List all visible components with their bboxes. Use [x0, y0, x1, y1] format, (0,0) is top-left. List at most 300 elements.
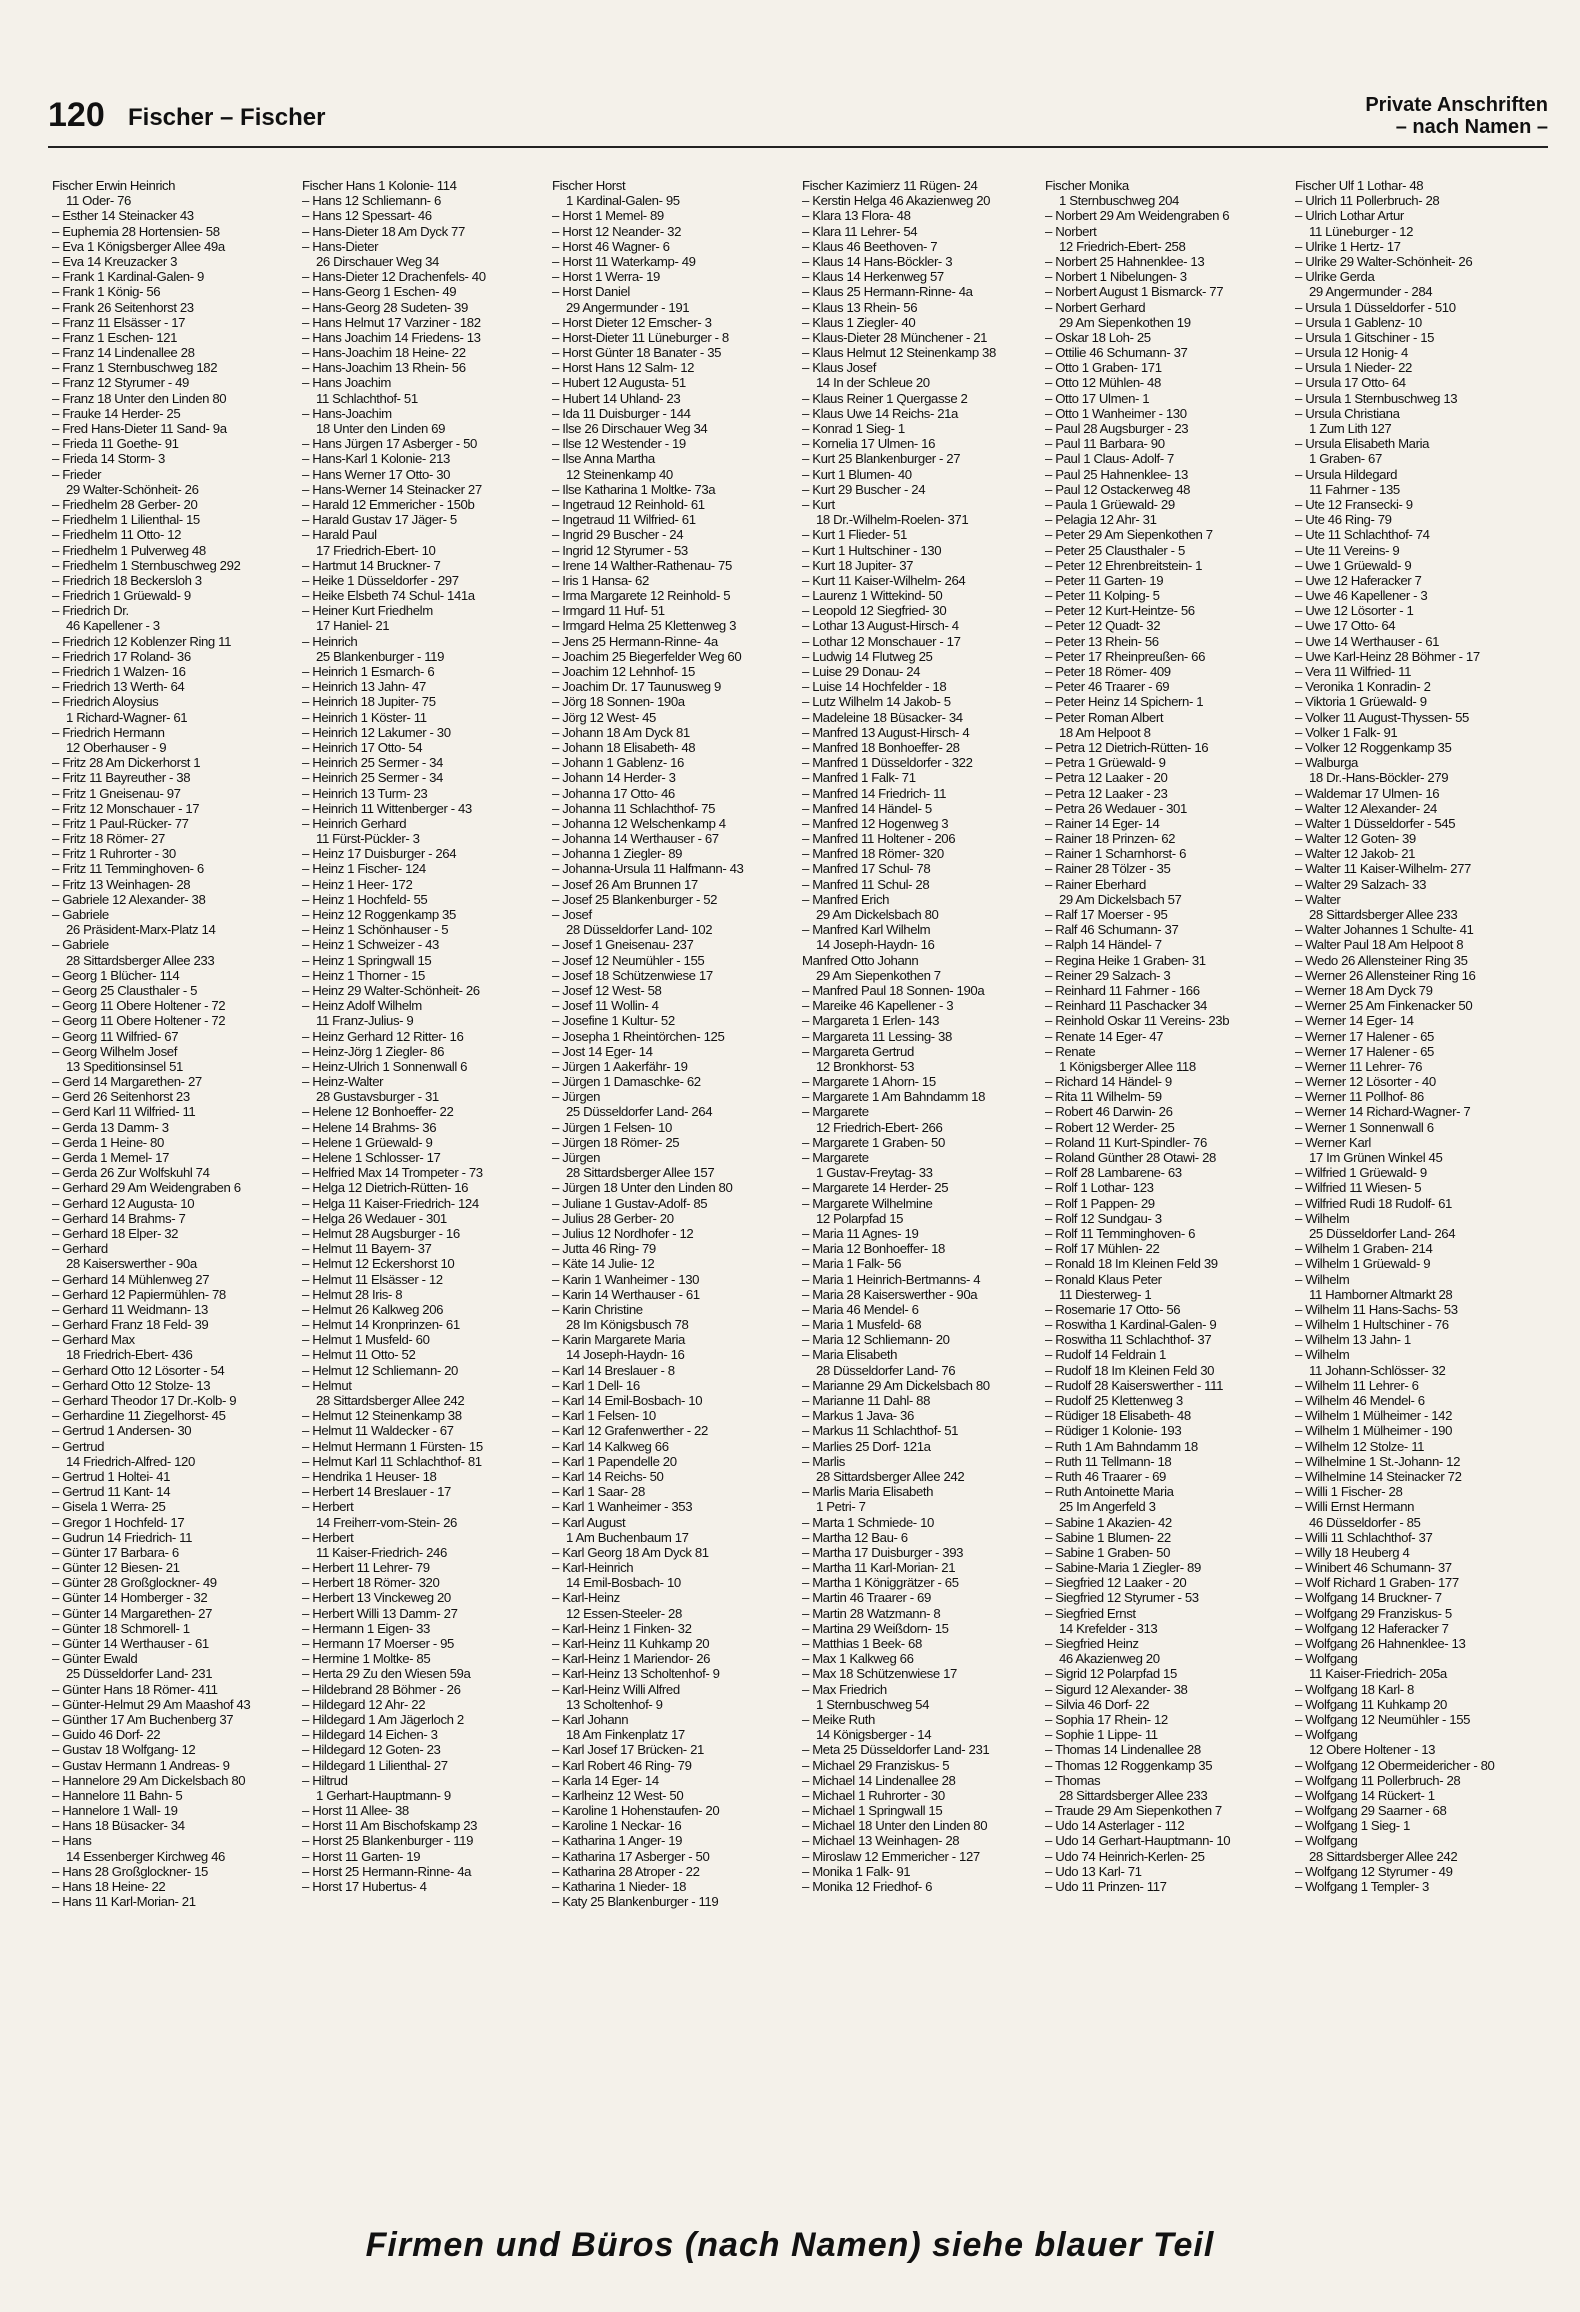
directory-entry: – Frank 1 König- 56 [52, 284, 161, 300]
directory-entry: – Friedrich Aloysius [52, 694, 159, 710]
directory-entry: – Johanna 14 Werthauser - 67 [552, 831, 719, 847]
directory-entry: – Willi 11 Schlachthof- 37 [1295, 1529, 1433, 1545]
header-rule [48, 146, 1548, 148]
directory-entry: – Jürgen [552, 1089, 601, 1105]
directory-entry: – Helene 14 Brahms- 36 [302, 1119, 437, 1135]
directory-entry: – Peter 12 Quadt- 32 [1045, 618, 1161, 634]
directory-entry: – Ulrike 1 Hertz- 17 [1295, 238, 1401, 254]
directory-entry: – Hildegard 1 Am Jägerloch 2 [302, 1711, 464, 1727]
directory-entry: – Jürgen 1 Aakerfähr- 19 [552, 1058, 688, 1074]
directory-entry: – Klaus-Dieter 28 Münchener - 21 [802, 329, 988, 345]
directory-entry: – Karl Robert 46 Ring- 79 [552, 1757, 692, 1773]
directory-entry: – Karl Georg 18 Am Dyck 81 [552, 1544, 709, 1560]
directory-entry: – Walter 1 Düsseldorfer - 545 [1295, 815, 1456, 831]
directory-entry: – Martin 28 Watzmann- 8 [802, 1605, 941, 1621]
directory-entry: – Margarete 1 Am Bahndamm 18 [802, 1089, 986, 1105]
directory-entry: – Wilhelm 11 Lehrer- 6 [1295, 1377, 1419, 1393]
directory-entry: – Wilfried 11 Wiesen- 5 [1295, 1180, 1422, 1196]
directory-entry: – Rainer 18 Prinzen- 62 [1045, 831, 1176, 847]
directory-entry: – Heinrich 1 Esmarch- 6 [302, 664, 435, 679]
directory-entry: – Hendrika 1 Heuser- 18 [302, 1468, 437, 1484]
directory-entry: – Jost 14 Eger- 14 [552, 1043, 653, 1059]
directory-entry: – Willi Ernst Hermann [1295, 1499, 1415, 1515]
directory-entry: – Rolf 28 Lambarene- 63 [1045, 1165, 1182, 1181]
directory-entry: – Hans 28 Großglockner- 15 [52, 1863, 208, 1879]
directory-entry: – Maria 1 Heinrich-Bertmanns- 4 [802, 1271, 981, 1287]
directory-entry: 28 Im Königsbusch 78 [566, 1317, 689, 1333]
directory-entry: – Helene 1 Schlosser- 17 [302, 1150, 441, 1165]
directory-entry: – Manfred Erich [802, 891, 890, 907]
directory-entry: – Ottilie 46 Schumann- 37 [1045, 345, 1188, 361]
directory-entry: – Ilse 26 Dirschauer Weg 34 [552, 421, 708, 436]
directory-entry: – Hermann 1 Eigen- 33 [302, 1620, 430, 1636]
directory-entry: – Hannelore 29 Am Dickelsbach 80 [52, 1772, 246, 1788]
directory-entry: – Gerhard 14 Brahms- 7 [52, 1210, 186, 1226]
directory-entry: 1 Graben- 67 [1309, 451, 1382, 467]
directory-entry: – Paula 1 Grüewald- 29 [1045, 496, 1175, 512]
directory-entry: – Rosemarie 17 Otto- 56 [1045, 1301, 1181, 1317]
directory-entry: – Karl-Heinz Willi Alfred [552, 1681, 680, 1697]
directory-entry: – Oskar 18 Loh- 25 [1045, 329, 1151, 345]
directory-entry: – Gregor 1 Hochfeld- 17 [52, 1514, 185, 1530]
directory-entry: – Karl Johann [552, 1711, 629, 1727]
directory-entry: – Manfred 1 Düsseldorfer - 322 [802, 755, 973, 771]
directory-entry: – Gerhard Otto 12 Lösorter - 54 [52, 1362, 225, 1378]
directory-entry: – Walter Paul 18 Am Helpoot 8 [1295, 937, 1464, 953]
directory-entry: 29 Walter-Schönheit- 26 [66, 481, 199, 497]
directory-entry: – Meike Ruth [802, 1711, 875, 1727]
directory-entry: – Gerhard 14 Mühlenweg 27 [52, 1271, 210, 1287]
directory-entry: – Gerhard 18 Elper- 32 [52, 1225, 179, 1241]
directory-entry: – Franz 1 Sternbuschweg 182 [52, 360, 218, 376]
directory-entry: – Friedrich Hermann [52, 724, 165, 740]
directory-entry: – Herbert Willi 13 Damm- 27 [302, 1605, 458, 1621]
directory-entry: – Hans-Dieter 12 Drachenfels- 40 [302, 269, 486, 285]
directory-entry: 12 Polarpfad 15 [816, 1210, 904, 1226]
directory-column-6 [1295, 178, 1535, 1894]
directory-entry: – Jürgen [552, 1150, 601, 1165]
directory-entry: – Hans 11 Karl-Morian- 21 [52, 1894, 196, 1910]
directory-entry: – Klaus Helmut 12 Steinenkamp 38 [802, 345, 996, 361]
directory-entry: – Gustav Hermann 1 Andreas- 9 [52, 1757, 230, 1773]
directory-entry: – Frauke 14 Herder- 25 [52, 405, 181, 421]
directory-entry: – Ute 12 Fransecki- 9 [1295, 496, 1413, 512]
directory-entry: 1 Am Buchenbaum 17 [566, 1529, 689, 1545]
directory-entry: – Martin 46 Traarer - 69 [802, 1590, 931, 1606]
directory-entry: – Rolf 1 Pappen- 29 [1045, 1195, 1155, 1211]
directory-entry: – Georg 11 Wilfried- 67 [52, 1028, 179, 1044]
directory-entry: – Ulrike 29 Walter-Schönheit- 26 [1295, 253, 1473, 269]
directory-entry: – Volker 11 August-Thyssen- 55 [1295, 709, 1469, 725]
directory-entry: 28 Düsseldorfer Land- 76 [816, 1362, 956, 1378]
directory-entry: – Frieda 11 Goethe- 91 [52, 436, 179, 452]
directory-entry: – Heinrich 17 Otto- 54 [302, 739, 423, 755]
directory-entry: – Irmgard 11 Huf- 51 [552, 603, 665, 619]
directory-entry: – Margarete Wilhelmine [802, 1195, 933, 1211]
directory-entry: – Johann 18 Elisabeth- 48 [552, 739, 696, 755]
directory-entry: – Karl 14 Breslauer - 8 [552, 1362, 675, 1378]
directory-entry: – Karl 1 Papendelle 20 [552, 1453, 677, 1469]
directory-entry: – Ulrich 11 Pollerbruch- 28 [1295, 193, 1440, 209]
directory-entry: – Rudolf 28 Kaiserswerther - 111 [1045, 1377, 1224, 1393]
directory-entry: 11 Diesterweg- 1 [1059, 1286, 1152, 1302]
directory-entry: – Frieder [52, 466, 102, 482]
directory-entry: – Hans-Georg 28 Sudeten- 39 [302, 299, 468, 315]
directory-entry: – Gerhard 29 Am Weidengraben 6 [52, 1180, 241, 1196]
directory-entry: – Frieda 14 Storm- 3 [52, 451, 165, 467]
directory-entry: – Klara 13 Flora- 48 [802, 208, 911, 224]
directory-entry: – Ursula Elisabeth Maria [1295, 436, 1430, 452]
directory-entry: 1 Zum Lith 127 [1309, 421, 1392, 436]
directory-entry: – Petra 26 Wedauer - 301 [1045, 800, 1187, 816]
directory-entry: – Friedhelm 1 Lilienthal- 15 [52, 512, 200, 528]
directory-entry: – Walburga [1295, 755, 1358, 771]
directory-entry: – Ursula 1 Gablenz- 10 [1295, 314, 1422, 330]
directory-entry: – Hans 12 Schliemann- 6 [302, 193, 441, 209]
directory-entry: – Klaus Uwe 14 Reichs- 21a [802, 405, 958, 421]
directory-entry: – Hans-Joachim 13 Rhein- 56 [302, 360, 466, 376]
directory-entry: – Hildegard 12 Goten- 23 [302, 1742, 441, 1758]
directory-entry: – Werner 11 Pollhof- 86 [1295, 1089, 1424, 1105]
directory-entry: – Hans Helmut 17 Varziner - 182 [302, 314, 481, 330]
directory-entry: – Wilhelmine 14 Steinacker 72 [1295, 1468, 1462, 1484]
directory-entry: – Helmut [302, 1377, 352, 1393]
directory-entry: – Gerhard 12 Augusta- 10 [52, 1195, 195, 1211]
directory-entry: – Horst 1 Werra- 19 [552, 269, 660, 285]
directory-entry: – Heinz 1 Schönhauser - 5 [302, 922, 449, 938]
directory-entry: – Wolfgang 11 Pollerbruch- 28 [1295, 1772, 1461, 1788]
directory-entry: 29 Am Siepenkothen 7 [816, 967, 941, 983]
directory-entry: – Günter 28 Großglockner- 49 [52, 1575, 217, 1591]
directory-entry: – Michael 13 Weinhagen- 28 [802, 1833, 960, 1849]
directory-entry: – Gudrun 14 Friedrich- 11 [52, 1529, 193, 1545]
directory-entry: – Gerhard Otto 12 Stolze- 13 [52, 1377, 211, 1393]
directory-entry: – Ute 11 Schlachthof- 74 [1295, 527, 1430, 543]
directory-entry: – Ilse Anna Martha [552, 451, 655, 467]
directory-entry: – Rolf 11 Temminghoven- 6 [1045, 1225, 1196, 1241]
directory-entry: – Josef 12 West- 58 [552, 982, 662, 998]
directory-entry: – Siegfried 12 Styrumer - 53 [1045, 1590, 1199, 1606]
directory-entry: 11 Lüneburger - 12 [1309, 223, 1413, 239]
directory-entry: – Uwe 12 Lösorter - 1 [1295, 603, 1414, 619]
directory-entry: – Traude 29 Am Siepenkothen 7 [1045, 1803, 1222, 1819]
directory-entry: – Helmut 12 Schliemann- 20 [302, 1362, 458, 1378]
directory-entry: – Johann 14 Herder- 3 [552, 770, 676, 786]
directory-entry: – Karl 14 Emil-Bosbach- 10 [552, 1393, 703, 1408]
directory-entry: 11 Oder- 76 [66, 193, 131, 209]
directory-entry: – Peter 12 Kurt-Heintze- 56 [1045, 603, 1195, 619]
directory-entry: – Ronald 18 Im Kleinen Feld 39 [1045, 1256, 1218, 1272]
directory-entry: – Paul 12 Ostackerweg 48 [1045, 481, 1191, 497]
directory-entry: – Wolfgang [1295, 1833, 1358, 1849]
directory-entry: 28 Sittardsberger Allee 233 [1059, 1787, 1208, 1803]
directory-entry: – Fritz 1 Ruhrorter - 30 [52, 846, 176, 862]
directory-entry: – Roswitha 11 Schlachthof- 37 [1045, 1332, 1212, 1348]
directory-entry: – Margarete 1 Graben- 50 [802, 1134, 945, 1150]
directory-entry: – Hildebrand 28 Böhmer - 26 [302, 1681, 461, 1697]
directory-entry: – Johanna 12 Welschenkamp 4 [552, 815, 726, 831]
directory-entry: – Günter 14 Margarethen- 27 [52, 1605, 213, 1621]
directory-entry: – Helmut 26 Kalkweg 206 [302, 1301, 444, 1317]
directory-entry: 29 Angermunder - 191 [566, 299, 690, 315]
directory-entry: – Hannelore 1 Wall- 19 [52, 1803, 178, 1819]
directory-entry: – Heike Elsbeth 74 Schul- 141a [302, 588, 475, 604]
directory-entry: – Gerd 14 Margarethen- 27 [52, 1074, 202, 1090]
directory-entry: – Maria 1 Falk- 56 [802, 1256, 902, 1272]
directory-entry: – Udo 13 Karl- 71 [1045, 1863, 1142, 1879]
directory-entry: – Willi 1 Fischer- 28 [1295, 1484, 1403, 1500]
directory-entry: – Hans-Dieter [302, 238, 379, 254]
directory-entry: – Peter 12 Ehrenbreitstein- 1 [1045, 557, 1203, 573]
directory-entry: – Jörg 18 Sonnen- 190a [552, 694, 685, 710]
directory-entry: Fischer Ulf 1 Lothar- 48 [1295, 178, 1424, 193]
directory-entry: – Wilfried 1 Grüewald- 9 [1295, 1165, 1427, 1181]
directory-entry: – Manfred 1 Falk- 71 [802, 770, 916, 786]
directory-entry: – Manfred 14 Friedrich- 11 [802, 785, 947, 801]
directory-entry: – Manfred 18 Bonhoeffer- 28 [802, 739, 960, 755]
directory-entry: 18 Friedrich-Ebert- 436 [66, 1347, 193, 1363]
directory-entry: – Manfred 14 Händel- 5 [802, 800, 932, 816]
directory-entry: 12 Bronkhorst- 53 [816, 1058, 915, 1074]
directory-entry: – Karl-Heinz [552, 1590, 620, 1606]
directory-entry: – Guido 46 Dorf- 22 [52, 1727, 161, 1743]
directory-entry: – Hans Joachim 14 Friedens- 13 [302, 329, 481, 345]
directory-entry: – Kurt 18 Jupiter- 37 [802, 557, 914, 573]
directory-entry: – Helfried Max 14 Trompeter - 73 [302, 1165, 483, 1181]
directory-entry: – Wilhelm 1 Mülheimer - 190 [1295, 1423, 1453, 1439]
directory-entry: – Uwe Karl-Heinz 28 Böhmer - 17 [1295, 648, 1480, 664]
directory-entry: – Friedhelm 11 Otto- 12 [52, 527, 182, 543]
directory-entry: – Klaus 25 Hermann-Rinne- 4a [802, 284, 973, 300]
directory-entry: – Maria Elisabeth [802, 1347, 898, 1363]
directory-entry: – Petra 12 Laaker - 20 [1045, 770, 1168, 786]
directory-entry: – Karl 1 Wanheimer - 353 [552, 1499, 693, 1515]
directory-entry: – Margarete [802, 1104, 869, 1120]
section-title [1365, 94, 1548, 138]
directory-entry: – Peter Roman Albert [1045, 709, 1164, 725]
directory-entry: – Gertrud 1 Holtei- 41 [52, 1468, 171, 1484]
directory-entry: – Ursula 12 Honig- 4 [1295, 345, 1408, 361]
directory-entry: – Karl-Heinz 1 Finken- 32 [552, 1620, 692, 1636]
directory-entry: – Michael 1 Ruhrorter - 30 [802, 1787, 945, 1803]
directory-entry: – Udo 14 Asterlager - 112 [1045, 1818, 1185, 1834]
directory-entry: – Rüdiger 18 Elisabeth- 48 [1045, 1408, 1191, 1424]
directory-entry: – Wilhelm 1 Graben- 214 [1295, 1241, 1433, 1257]
directory-entry: – Karl-Heinrich [552, 1560, 634, 1576]
directory-entry: – Wilhelm [1295, 1347, 1350, 1363]
directory-entry: – Josef 25 Blankenburger - 52 [552, 891, 718, 907]
directory-entry: – Thomas 12 Roggenkamp 35 [1045, 1757, 1213, 1773]
directory-entry: – Werner 11 Lehrer- 76 [1295, 1058, 1423, 1074]
directory-entry: – Gertrud 1 Andersen- 30 [52, 1423, 192, 1439]
directory-entry: – Michael 1 Springwall 15 [802, 1803, 943, 1819]
directory-entry: – Ilse 12 Westender - 19 [552, 436, 686, 452]
directory-entry: 11 Hamborner Altmarkt 28 [1309, 1286, 1453, 1302]
directory-entry: 18 Am Helpoot 8 [1059, 724, 1151, 740]
directory-entry: – Mareike 46 Kapellener - 3 [802, 998, 954, 1014]
directory-entry: – Ursula 1 Sternbuschweg 13 [1295, 390, 1458, 406]
directory-entry: – Sabine 1 Graben- 50 [1045, 1544, 1171, 1560]
directory-entry: – Rainer Eberhard [1045, 876, 1146, 892]
directory-entry: 28 Sittardsberger Allee 157 [566, 1165, 715, 1181]
directory-entry: – Petra 1 Grüewald- 9 [1045, 755, 1166, 771]
directory-entry: – Julius 28 Gerber- 20 [552, 1210, 674, 1226]
directory-entry: – Heinrich 18 Jupiter- 75 [302, 694, 436, 710]
directory-entry: – Johanna 11 Schlachthof- 75 [552, 800, 716, 816]
directory-entry: 18 Dr.-Wilhelm-Roelen- 371 [816, 512, 969, 528]
directory-entry: – Günter 12 Biesen- 21 [52, 1560, 180, 1576]
directory-entry: – Robert 46 Darwin- 26 [1045, 1104, 1173, 1120]
directory-entry: – Fritz 28 Am Dickerhorst 1 [52, 755, 201, 771]
directory-entry: – Günter 17 Barbara- 6 [52, 1544, 179, 1560]
directory-entry: 28 Sittardsberger Allee 242 [816, 1468, 965, 1484]
directory-entry: – Rolf 1 Lothar- 123 [1045, 1180, 1154, 1196]
directory-entry: – Siegfried 12 Laaker - 20 [1045, 1575, 1187, 1591]
directory-entry: 11 Kaiser-Friedrich- 246 [316, 1544, 447, 1560]
directory-entry: – Wilhelm 13 Jahn- 1 [1295, 1332, 1411, 1348]
directory-entry: 17 Friedrich-Ebert- 10 [316, 542, 436, 558]
directory-entry: – Heinz 12 Roggenkamp 35 [302, 907, 456, 922]
page-number: 120 [48, 96, 105, 134]
directory-entry: – Werner 17 Halener - 65 [1295, 1028, 1434, 1044]
directory-entry: – Fritz 11 Bayreuther - 38 [52, 770, 191, 786]
directory-entry: 25 Düsseldorfer Land- 264 [566, 1104, 713, 1120]
directory-column-1 [52, 178, 292, 1909]
directory-entry: – Volker 12 Roggenkamp 35 [1295, 739, 1452, 755]
directory-entry: – Helga 12 Dietrich-Rütten- 16 [302, 1180, 469, 1196]
directory-entry: – Wolfgang 12 Haferacker 7 [1295, 1620, 1449, 1636]
directory-entry: – Karl August [552, 1514, 626, 1530]
directory-entry: – Juliane 1 Gustav-Adolf- 85 [552, 1195, 708, 1211]
directory-entry: – Klaus Josef [802, 360, 876, 376]
directory-entry: – Wedo 26 Allensteiner Ring 35 [1295, 952, 1468, 968]
directory-entry: – Wolfgang 12 Neumühler - 155 [1295, 1711, 1471, 1727]
directory-entry: – Helmut 11 Waldecker - 67 [302, 1423, 454, 1439]
directory-entry: – Esther 14 Steinacker 43 [52, 208, 194, 224]
directory-entry: – Ute 46 Ring- 79 [1295, 512, 1392, 528]
directory-entry: – Werner 18 Am Dyck 79 [1295, 982, 1433, 998]
directory-entry: – Karlheinz 12 West- 50 [552, 1787, 684, 1803]
directory-entry: – Margareta Gertrud [802, 1043, 914, 1059]
directory-entry: – Heinz 1 Springwall 15 [302, 952, 432, 968]
directory-entry: – Käte 14 Julie- 12 [552, 1256, 655, 1272]
directory-entry: – Wilhelm 12 Stolze- 11 [1295, 1438, 1425, 1454]
directory-entry: – Euphemia 28 Hortensien- 58 [52, 223, 220, 239]
directory-entry: 1 Gerhart-Hauptmann- 9 [316, 1787, 451, 1803]
directory-entry: – Eva 14 Kreuzacker 3 [52, 253, 178, 269]
directory-entry: – Peter 46 Traarer - 69 [1045, 679, 1170, 695]
directory-entry: 11 Schlachthof- 51 [316, 390, 418, 406]
directory-entry: – Irene 14 Walther-Rathenau- 75 [552, 557, 732, 573]
directory-entry: – Jürgen 18 Unter den Linden 80 [552, 1180, 733, 1196]
directory-entry: – Friedrich 17 Roland- 36 [52, 648, 191, 664]
directory-entry: – Klaus 14 Herkenweg 57 [802, 269, 944, 285]
directory-entry: – Karoline 1 Hohenstaufen- 20 [552, 1803, 720, 1819]
directory-entry: – Hermine 1 Moltke- 85 [302, 1651, 431, 1667]
directory-entry: – Heinrich Gerhard [302, 815, 407, 831]
directory-entry: 28 Sittardsberger Allee 242 [1309, 1848, 1458, 1864]
directory-entry: – Friedrich 12 Koblenzer Ring 11 [52, 633, 232, 649]
directory-entry: – Georg 11 Obere Holtener - 72 [52, 1013, 226, 1029]
directory-entry: 1 Königsberger Allee 118 [1059, 1058, 1196, 1074]
directory-entry: – Maria 28 Kaiserswerther - 90a [802, 1286, 978, 1302]
directory-entry: – Heinz Adolf Wilhelm [302, 998, 422, 1014]
directory-entry: – Renate 14 Eger- 47 [1045, 1028, 1164, 1044]
directory-entry: – Wolfgang 12 Styrumer - 49 [1295, 1863, 1453, 1879]
page-title: Fischer – Fischer [128, 104, 326, 131]
directory-entry: – Werner 1 Sonnenwall 6 [1295, 1119, 1434, 1135]
directory-entry: – Karl 1 Saar- 28 [552, 1484, 645, 1500]
directory-entry: – Richard 14 Händel- 9 [1045, 1074, 1172, 1090]
directory-entry: – Karl 14 Kalkweg 66 [552, 1438, 669, 1454]
directory-entry: – Waldemar 17 Ulmen- 16 [1295, 785, 1440, 801]
directory-entry: – Jutta 46 Ring- 79 [552, 1241, 656, 1257]
directory-entry: – Georg 1 Blücher- 114 [52, 967, 180, 983]
directory-entry: – Sabine 1 Akazien- 42 [1045, 1514, 1172, 1530]
directory-entry: – Marianne 29 Am Dickelsbach 80 [802, 1377, 990, 1393]
directory-entry: – Günther 17 Am Buchenberg 37 [52, 1711, 234, 1727]
directory-entry: 11 Fürst-Pückler- 3 [316, 831, 420, 847]
directory-entry: – Kurt 25 Blankenburger - 27 [802, 451, 961, 467]
directory-entry: – Sigurd 12 Alexander- 38 [1045, 1681, 1188, 1697]
directory-entry: – Herbert [302, 1499, 354, 1515]
directory-entry: – Gerda 1 Heine- 80 [52, 1134, 164, 1150]
directory-entry: – Günter 14 Homberger - 32 [52, 1590, 208, 1606]
directory-entry: – Peter 11 Garten- 19 [1045, 572, 1164, 588]
directory-entry: – Ursula 1 Düsseldorfer - 510 [1295, 299, 1456, 315]
directory-entry: – Gerda 26 Zur Wolfskuhl 74 [52, 1165, 210, 1181]
directory-entry: – Karoline 1 Neckar- 16 [552, 1818, 682, 1834]
directory-entry: – Wolfgang [1295, 1727, 1358, 1743]
directory-entry: Fischer Erwin Heinrich [52, 178, 176, 193]
directory-entry: – Miroslaw 12 Emmericher - 127 [802, 1848, 980, 1864]
directory-entry: – Gertrud 11 Kant- 14 [52, 1484, 171, 1500]
directory-entry: – Heinz 29 Walter-Schönheit- 26 [302, 982, 480, 998]
directory-entry: – Heinz 1 Fischer- 124 [302, 861, 426, 877]
directory-entry: – Silvia 46 Dorf- 22 [1045, 1696, 1150, 1712]
directory-entry: – Manfred Paul 18 Sonnen- 190a [802, 982, 985, 998]
directory-entry: 17 Haniel- 21 [316, 618, 390, 634]
directory-entry: – Konrad 1 Sieg- 1 [802, 421, 905, 436]
directory-entry: – Hans-Georg 1 Eschen- 49 [302, 284, 457, 300]
directory-entry: 14 Emil-Bosbach- 10 [566, 1575, 681, 1591]
directory-entry: – Kurt 29 Buscher - 24 [802, 481, 926, 497]
directory-entry: – Ruth Antoinette Maria [1045, 1484, 1174, 1500]
directory-entry: – Josef 18 Schützenwiese 17 [552, 967, 713, 983]
directory-entry: – Heinrich 12 Lakumer - 30 [302, 724, 451, 740]
directory-entry: 28 Sittardsberger Allee 233 [1309, 907, 1458, 922]
directory-entry: – Manfred 18 Römer- 320 [802, 846, 944, 862]
directory-entry: – Reinhard 11 Fahrner - 166 [1045, 982, 1200, 998]
directory-entry: – Kurt [802, 496, 835, 512]
directory-entry: – Frank 26 Seitenhorst 23 [52, 299, 194, 315]
directory-entry: – Jürgen 18 Römer- 25 [552, 1134, 680, 1150]
directory-entry: – Walter 12 Jakob- 21 [1295, 846, 1416, 862]
directory-entry: – Heike 1 Düsseldorfer - 297 [302, 572, 459, 588]
directory-entry: – Helmut 28 Augsburger - 16 [302, 1225, 460, 1241]
directory-entry: – Frank 1 Kardinal-Galen- 9 [52, 269, 204, 285]
directory-entry: – Heinz 1 Heer- 172 [302, 876, 413, 892]
directory-entry: – Wolfgang 1 Sieg- 1 [1295, 1818, 1410, 1834]
directory-entry: – Karin Christine [552, 1301, 643, 1317]
directory-entry: – Joachim Dr. 17 Taunusweg 9 [552, 679, 721, 695]
directory-entry: – Gisela 1 Werra- 25 [52, 1499, 166, 1515]
directory-entry: – Luise 29 Donau- 24 [802, 664, 921, 679]
directory-entry: – Martha 11 Karl-Morian- 21 [802, 1560, 956, 1576]
directory-entry: – Marta 1 Schmiede- 10 [802, 1514, 934, 1530]
directory-entry: – Helmut 11 Bayern- 37 [302, 1241, 432, 1257]
directory-entry: – Jens 25 Hermann-Rinne- 4a [552, 633, 718, 649]
